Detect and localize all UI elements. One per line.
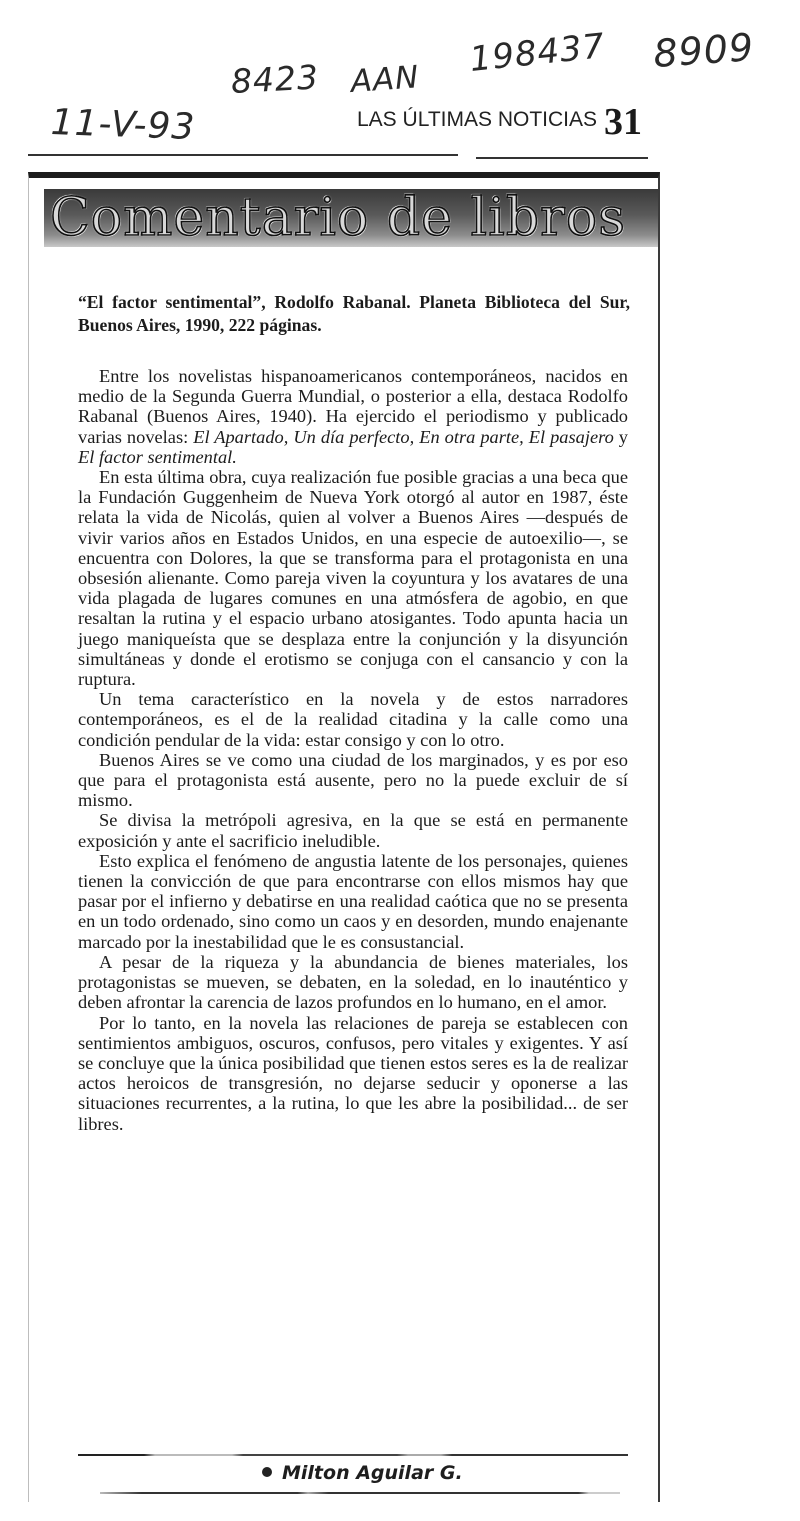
- handwritten-archive-id: 8909: [651, 25, 756, 76]
- bullet-icon: [262, 1467, 272, 1477]
- article-paragraph: A pesar de la riqueza y la abundancia de bienes materiales, los protagonistas se mueven, se debaten, en la soledad, en lo inauténtico y deben afrontar la carencia de lazos profundos en lo humano, en el amor.: [78, 951, 628, 1013]
- handwritten-archive-number: 198437: [467, 26, 608, 81]
- page-number: 31: [604, 101, 642, 143]
- byline: [262, 1462, 463, 1484]
- paragraph-text: Entre los novelistas hispanoamericanos contemporáneos, nacidos en medio de la Segunda Guerra Mundial, o posterior a ella, destaca Rodolfo Rabanal (Buenos Aires, 1940). Ha ejercido el periodismo y publicado varias novelas:: [78, 366, 628, 447]
- book-title: El factor sentimental.: [78, 446, 237, 467]
- book-reference: “El factor sentimental”, Rodolfo Rabanal. Planeta Biblioteca del Sur, Buenos Aires, 1990, 222 páginas.: [78, 292, 630, 335]
- handwritten-archive-code: 8423: [229, 57, 320, 101]
- byline-rule-top: [78, 1454, 628, 1456]
- article-paragraph: Un tema característico en la novela y de estos narradores contemporáneos, es el de la realidad citadina y la calle como una condición pendular de la vida: estar consigo y con lo otro.: [78, 689, 628, 750]
- section-title: Comentario de libros: [50, 189, 626, 247]
- article-paragraph: Buenos Aires se ve como una ciudad de los marginados, y es por eso que para el protagonista está ausente, pero no la puede excluir de sí mismo.: [78, 749, 628, 811]
- handwritten-archive-letters: AAN: [349, 59, 421, 100]
- article-paragraph: Por lo tanto, en la novela las relaciones de pareja se establecen con sentimientos ambiguos, oscuros, confusos, pero vitales y exigentes. Y así se concluye que la única posibilidad que tienen estos seres es la de realizar actos heroicos de transgresión, no dejarse seducir y oponerse a las situaciones recurrentes, a la rutina, lo que les abre la posibilidad... de ser libres.: [78, 1012, 628, 1134]
- article-paragraph: En esta última obra, cuya realización fue posible gracias a una beca que la Fundación Guggenheim de Nueva York otorgó al autor en 1987, éste relata la vida de Nicolás, quien al volver a Buenos Aires —después de vivir varios años en Estados Unidos, en una especie de autoexilio—, se encuentra con Dolores, la que se transforma para el protagonista en una obsesión alienante. Como pareja viven la coyuntura y los avatares de una vida plagada de lugares comunes en una atmósfera de agobio, en que resaltan la rutina y el espacio urbano atosigantes. Todo apunta hacia un juego maniqueísta que se desplaza entre la conjunción y la disyunción simultáneas y donde el erotismo se conjuga con el cansancio y con la ruptura.: [78, 467, 628, 690]
- header-rule-right: [476, 157, 648, 159]
- section-banner: [44, 189, 658, 247]
- author-name: Milton Aguilar G.: [282, 1462, 463, 1484]
- byline-rule-bottom: [100, 1492, 620, 1494]
- article-body: [78, 366, 628, 1134]
- header-rule-left: [28, 154, 458, 156]
- article-paragraph: Se divisa la metrópoli agresiva, en la que se está en permanente exposición y ante el sacrificio ineludible.: [78, 810, 628, 851]
- article-paragraph: Esto explica el fenómeno de angustia latente de los personajes, quienes tienen la convicción de que para encontrarse con ellos mismos hay que pasar por el infierno y debatirse en una realidad caótica que no se presenta en un todo ordenado, sino como un caos y en desorden, mundo enajenante marcado por la inestabilidad que le es consustancial.: [78, 850, 628, 952]
- paragraph-text: y: [613, 426, 629, 447]
- book-titles: El Apartado, Un día perfecto, En otra parte, El pasajero: [193, 426, 614, 447]
- handwritten-date: 11-V-93: [50, 102, 196, 149]
- publication-name: LAS ÚLTIMAS NOTICIAS: [357, 108, 597, 131]
- article-paragraph: [78, 366, 628, 467]
